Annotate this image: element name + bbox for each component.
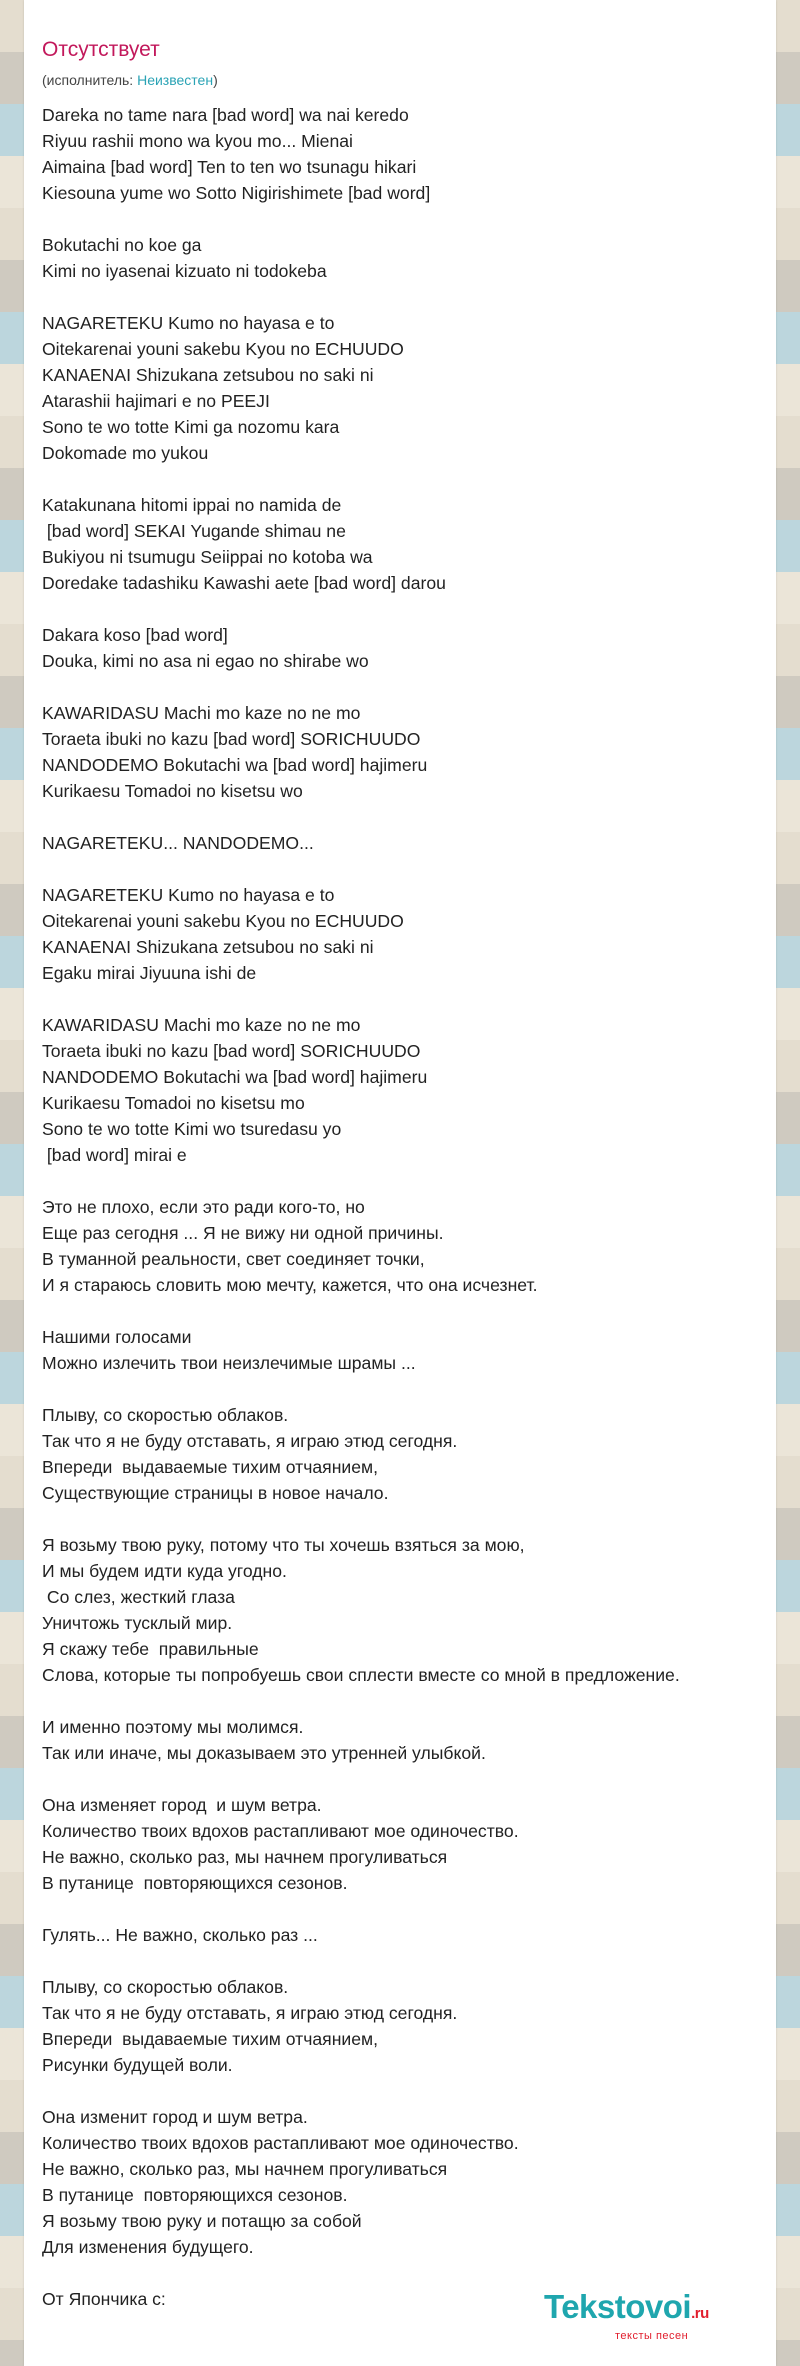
lyric-line: Количество твоих вдохов растапливают мое одиночество.	[42, 1821, 519, 1841]
lyric-line: Kurikaesu Tomadoi no kisetsu wo	[42, 781, 303, 801]
logo-tagline: тексты песен	[615, 2330, 689, 2342]
lyric-line: В путанице повторяющихся сезонов.	[42, 2185, 348, 2205]
lyric-line: Не важно, сколько раз, мы начнем прогуливаться	[42, 2159, 448, 2179]
lyric-line: [bad word] SEKAI Yugande shimau ne	[42, 521, 346, 541]
artist-suffix: )	[213, 72, 218, 88]
lyric-line: В туманной реальности, свет соединяет точки,	[42, 1249, 425, 1269]
lyric-line: Dokomade mo yukou	[42, 443, 209, 463]
lyric-line: Гулять... Не важно, сколько раз ...	[42, 1925, 318, 1945]
lyric-line: Впереди выдаваемые тихим отчаянием,	[42, 1457, 379, 1477]
lyric-line: Рисунки будущей воли.	[42, 2055, 233, 2075]
artist-prefix: (исполнитель:	[42, 72, 138, 88]
lyric-line: Так что я не буду отставать, я играю этюд сегодня.	[42, 2003, 458, 2023]
lyric-line: Я скажу тебе правильные	[42, 1639, 259, 1659]
lyric-line: Oitekarenai youni sakebu Kyou no ECHUUDO	[42, 911, 404, 931]
lyric-line: В путанице повторяющихся сезонов.	[42, 1873, 348, 1893]
lyric-line: Kiesouna yume wo Sotto Nigirishimete [bad word]	[42, 183, 431, 203]
lyric-line: Я возьму твою руку и потащю за собой	[42, 2211, 362, 2231]
lyric-line: Toraeta ibuki no kazu [bad word] SORICHUUDO	[42, 1041, 421, 1061]
lyric-line: Так или иначе, мы доказываем это утренней улыбкой.	[42, 1743, 486, 1763]
lyric-line: От Япончика с:	[42, 2289, 166, 2309]
lyric-line: Bukiyou ni tsumugu Seiippai no kotoba wa	[42, 547, 373, 567]
lyric-line: Toraeta ibuki no kazu [bad word] SORICHUUDO	[42, 729, 421, 749]
lyric-line: И именно поэтому мы молимся.	[42, 1717, 304, 1737]
lyric-line: Dakara koso [bad word]	[42, 625, 228, 645]
lyric-line: Douka, kimi no asa ni egao no shirabe wo	[42, 651, 369, 671]
lyric-line: NANDODEMO Bokutachi wa [bad word] hajimeru	[42, 755, 428, 775]
lyric-line: Dareka no tame nara [bad word] wa nai keredo	[42, 105, 409, 125]
artist-line	[42, 72, 218, 88]
lyrics-page	[24, 0, 776, 2366]
lyric-line: NAGARETEKU... NANDODEMO...	[42, 833, 314, 853]
lyric-line: Это не плохо, если это ради кого-то, но	[42, 1197, 365, 1217]
lyric-line: KANAENAI Shizukana zetsubou no saki ni	[42, 365, 374, 385]
lyric-line: Со слез, жесткий глаза	[42, 1587, 235, 1607]
lyric-line: Sono te wo totte Kimi ga nozomu kara	[42, 417, 340, 437]
lyric-line: Еще раз сегодня ... Я не вижу ни одной причины.	[42, 1223, 444, 1243]
lyric-line: Atarashii hajimari e no PEEJI	[42, 391, 270, 411]
song-title: Отсутствует	[42, 38, 160, 61]
lyric-line: Она изменит город и шум ветра.	[42, 2107, 308, 2127]
lyric-line: Kimi no iyasenai kizuato ni todokeba	[42, 261, 327, 281]
lyric-line: KAWARIDASU Machi mo kaze no ne mo	[42, 1015, 361, 1035]
lyric-line: Слова, которые ты попробуешь свои сплести вместе со мной в предложение.	[42, 1665, 680, 1685]
lyric-line: KANAENAI Shizukana zetsubou no saki ni	[42, 937, 374, 957]
logo-tld: .ru	[691, 2305, 709, 2322]
lyric-line: Она изменяет город и шум ветра.	[42, 1795, 322, 1815]
artist-link[interactable]: Неизвестен	[137, 72, 214, 88]
lyric-line: Так что я не буду отставать, я играю этюд сегодня.	[42, 1431, 458, 1451]
lyric-line: Можно излечить твои неизлечимые шрамы ...	[42, 1353, 416, 1373]
lyric-line: Oitekarenai youni sakebu Kyou no ECHUUDO	[42, 339, 404, 359]
lyric-line: Riyuu rashii mono wa kyou mo... Mienai	[42, 131, 353, 151]
lyric-line: Существующие страницы в новое начало.	[42, 1483, 389, 1503]
lyric-line: NAGARETEKU Kumo no hayasa e to	[42, 885, 335, 905]
lyric-line: Aimaina [bad word] Ten to ten wo tsunagu hikari	[42, 157, 417, 177]
lyric-line: Katakunana hitomi ippai no namida de	[42, 495, 342, 515]
lyric-line: Для изменения будущего.	[42, 2237, 254, 2257]
lyric-line: Плыву, со скоростью облаков.	[42, 1977, 289, 1997]
lyric-line: Нашими голосами	[42, 1327, 192, 1347]
lyric-line: Впереди выдаваемые тихим отчаянием,	[42, 2029, 379, 2049]
lyric-line: KAWARIDASU Machi mo kaze no ne mo	[42, 703, 361, 723]
lyric-line: Egaku mirai Jiyuuna ishi de	[42, 963, 257, 983]
lyric-line: NAGARETEKU Kumo no hayasa e to	[42, 313, 335, 333]
logo-name: Tekstovoi	[544, 2288, 692, 2325]
site-logo[interactable]	[544, 2288, 709, 2326]
lyric-line: Doredake tadashiku Kawashi aete [bad word] darou	[42, 573, 446, 593]
lyric-line: И мы будем идти куда угодно.	[42, 1561, 287, 1581]
lyric-line: Уничтожь тусклый мир.	[42, 1613, 233, 1633]
lyric-line: Плыву, со скоростью облаков.	[42, 1405, 289, 1425]
lyric-line: Sono te wo totte Kimi wo tsuredasu yo	[42, 1119, 342, 1139]
lyric-line: Kurikaesu Tomadoi no kisetsu mo	[42, 1093, 305, 1113]
lyric-line: Bokutachi no koe ga	[42, 235, 202, 255]
lyric-line: NANDODEMO Bokutachi wa [bad word] hajimeru	[42, 1067, 428, 1087]
lyric-line: [bad word] mirai e	[42, 1145, 187, 1165]
lyrics-text	[42, 102, 772, 2312]
lyric-line: Не важно, сколько раз, мы начнем прогуливаться	[42, 1847, 448, 1867]
lyric-line: Я возьму твою руку, потому что ты хочешь взяться за мою,	[42, 1535, 525, 1555]
lyric-line: Количество твоих вдохов растапливают мое одиночество.	[42, 2133, 519, 2153]
lyric-line: И я стараюсь словить мою мечту, кажется, что она исчезнет.	[42, 1275, 538, 1295]
